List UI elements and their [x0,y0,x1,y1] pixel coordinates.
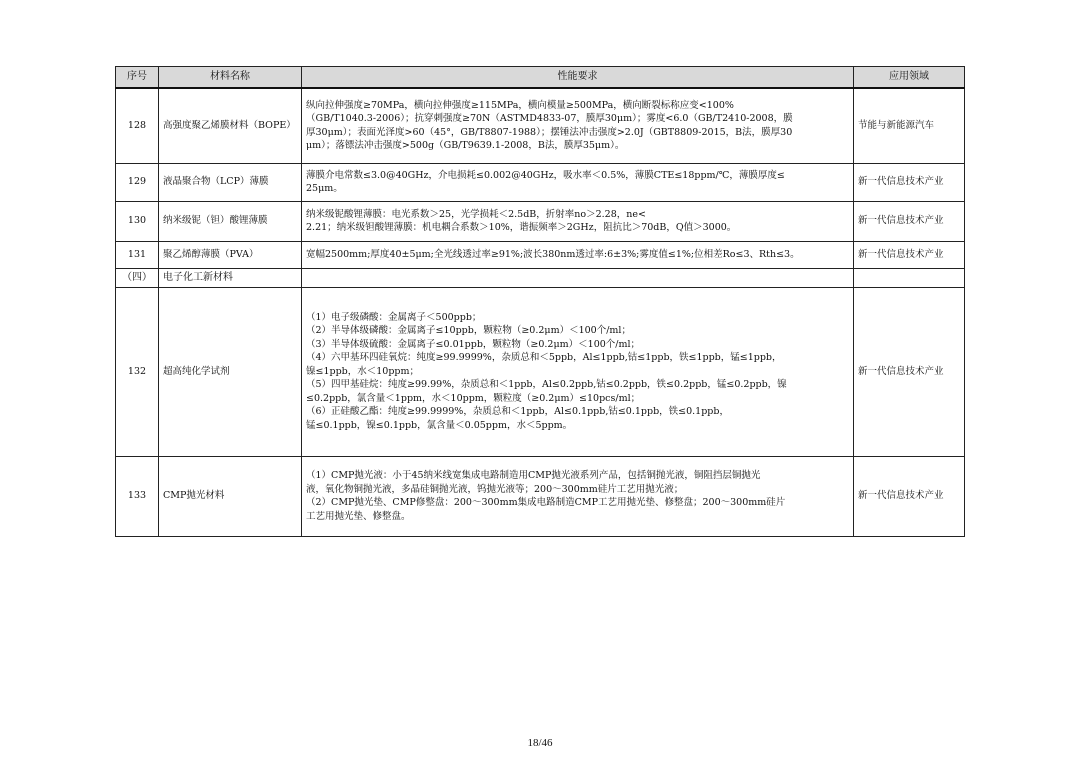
table-row [116,241,965,268]
row-material-name: 超高纯化学试剂 [159,287,302,456]
requirement-line: μm）；落镖法冲击强度>500g（GB/T9639.1-2008，B法，膜厚35μm）。 [306,140,625,152]
requirement-line: 镍≤1ppb，水＜10ppm； [306,365,420,377]
requirement-line: （3）半导体级硫酸：金属离子≤0.01ppb，颗粒物（≥0.2μm）＜100个/ml； [306,338,641,350]
row-requirements [302,88,854,163]
section-empty-cell [302,268,854,287]
row-application-field: 新一代信息技术产业 [854,163,965,201]
row-requirements [302,163,854,201]
table-row [116,88,965,163]
requirement-line: （1）CMP抛光液：小于45纳米线宽集成电路制造用CMP抛光液系列产品，包括铜抛光液，铜阻挡层铜抛光 [306,470,761,481]
row-requirements [302,241,854,268]
row-no: 132 [116,287,159,456]
table-header-row [116,67,965,89]
table-row [116,163,965,201]
row-application-field: 新一代信息技术产业 [854,456,965,536]
row-requirements [302,287,854,456]
row-material-name: 液晶聚合物（LCP）薄膜 [159,163,302,201]
header-requirements: 性能要求 [302,67,854,89]
requirement-line: 宽幅2500mm;厚度40±5μm;全光线透过率≥91%;波长380nm透过率:6±3%;雾度值≤1%;位相差Ro≤3、Rth≤3。 [306,248,800,260]
requirement-line: 液，氧化物铜抛光液，多晶硅铜抛光液，钨抛光液等；200～300mm硅片工艺用抛光液； [306,483,684,495]
table-row [116,456,965,536]
page-number: 18/46 [527,737,553,749]
row-no: 128 [116,88,159,163]
row-application-field: 新一代信息技术产业 [854,241,965,268]
row-requirements [302,456,854,536]
row-material-name: CMP抛光材料 [159,456,302,536]
section-title: 电子化工新材料 [159,268,302,287]
requirement-line: 2.21；纳米级钽酸锂薄膜：机电耦合系数＞10%，谐振频率＞2GHz，阻抗比＞70dB，Q值＞3000。 [306,222,737,233]
row-requirements [302,201,854,241]
table-row [116,201,965,241]
materials-table [115,66,965,537]
table-row [116,287,965,456]
row-no: 130 [116,201,159,241]
requirement-line: 薄膜介电常数≤3.0@40GHz，介电损耗≤0.002@40GHz，吸水率＜0.5%，薄膜CTE≤18ppm/℃，薄膜厚度≤ [306,169,785,181]
requirement-line: 厚30μm）；表面光泽度>60（45°，GB/T8807-1988）；摆锤法冲击强度>2.0J（GBT8809-2015，B法，膜厚30 [306,126,793,138]
row-no: 129 [116,163,159,201]
row-application-field: 新一代信息技术产业 [854,287,965,456]
requirement-line: 纳米级铌酸锂薄膜：电光系数＞25，光学损耗＜2.5dB，折射率no＞2.28，ne< [306,208,646,220]
requirement-line: （4）六甲基环四硅氧烷：纯度≥99.9999%，杂质总和＜5ppb，Al≤1ppb,钴≤1ppb，铁≤1ppb，锰≤1ppb， [306,352,782,364]
row-application-field: 新一代信息技术产业 [854,201,965,241]
section-no: （四） [116,268,159,287]
requirement-line: （2）CMP抛光垫、CMP修整盘：200～300mm集成电路制造CMP工艺用抛光垫、修整盘；200～300mm硅片 [306,497,786,508]
requirement-line: 纵向拉伸强度≥70MPa，横向拉伸强度≥115MPa，横向模量≥500MPa，横向断裂标称应变<100% [306,99,734,111]
requirement-line: ≤0.2ppb，氯含量＜1ppm，水＜10ppm，颗粒度（≥0.2μm）≤10pcs/ml； [306,392,641,404]
row-material-name: 聚乙烯醇薄膜（PVA） [159,241,302,268]
requirement-line: （6）正硅酸乙酯：纯度≥99.9999%，杂质总和＜1ppb，Al≤0.1ppb,钴≤0.1ppb，铁≤0.1ppb， [306,406,729,418]
row-material-name: 高强度聚乙烯膜材料（BOPE） [159,88,302,163]
requirement-line: （5）四甲基硅烷：纯度≥99.99%，杂质总和＜1ppb，Al≤0.2ppb,钴≤0.2ppb，铁≤0.2ppb，锰≤0.2ppb，镍 [306,379,787,391]
section-empty-cell [854,268,965,287]
requirement-line: 25μm。 [306,183,343,194]
requirement-line: （GB/T1040.3-2006）；抗穿刺强度≥70N（ASTMD4833-07，膜厚30μm）；雾度<6.0（GB/T2410-2008，膜 [306,113,793,125]
section-row [116,268,965,287]
row-material-name: 纳米级铌（钽）酸锂薄膜 [159,201,302,241]
requirement-line: （1）电子级磷酸：金属离子＜500ppb； [306,311,482,323]
row-no: 131 [116,241,159,268]
header-no: 序号 [116,67,159,89]
requirement-line: 工艺用抛光垫、修整盘。 [306,510,411,522]
requirement-line: （2）半导体级磷酸：金属离子≤10ppb，颗粒物（≥0.2μm）＜100个/ml； [306,325,631,337]
header-field: 应用领域 [854,67,965,89]
header-name: 材料名称 [159,67,302,89]
requirement-line: 锰≤0.1ppb，镍≤0.1ppb，氯含量＜0.05ppm，水＜5ppm。 [306,419,573,431]
row-no: 133 [116,456,159,536]
row-application-field: 节能与新能源汽车 [854,88,965,163]
